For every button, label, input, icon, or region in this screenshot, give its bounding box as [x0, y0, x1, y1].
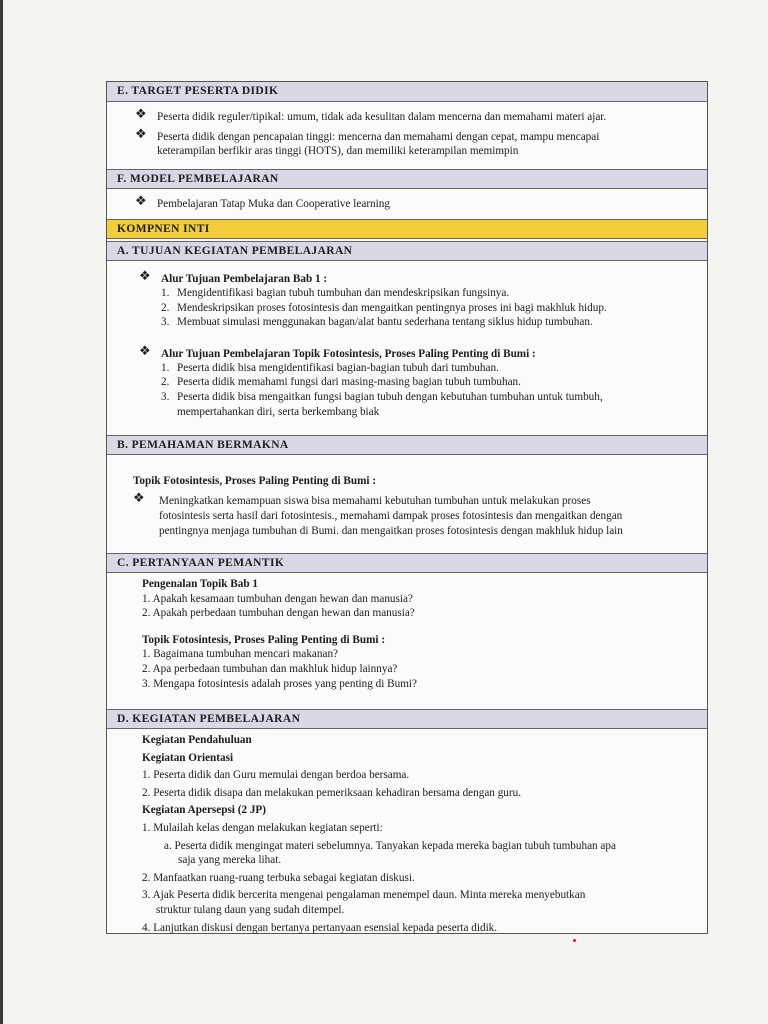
section-b-content — [107, 474, 707, 539]
diamond-bullet-icon: ❖ — [133, 491, 145, 506]
item-text: Membuat simulasi menggunakan bagan/alat bantu sederhana tentang siklus hidup tumbuhan. — [177, 316, 593, 329]
item-text: keterampilan berfikir aras tinggi (HOTS), dan memiliki keterampilan memimpin — [157, 145, 519, 157]
section-a-title: A. TUJUAN KEGIATAN PEMBELAJARAN — [117, 245, 353, 257]
kompnen-inti-title: KOMPNEN INTI — [117, 223, 210, 235]
list-item: 2. Mendeskripsikan proses fotosintesis dan mengaitkan pentingnya proses ini bagi makhluk hidup. — [161, 301, 607, 314]
bullet-item — [133, 491, 699, 539]
section-e-header — [107, 82, 707, 102]
group-title-text: Alur Tujuan Pembelajaran Topik Fotosintesis, Proses Paling Penting di Bumi : — [161, 347, 536, 360]
question-item: 3. Mengapa fotosintesis adalah proses yang penting di Bumi? — [142, 677, 417, 690]
item-text: mempertahankan diri, serta berkembang biak — [177, 405, 380, 418]
list-item: 1. Peserta didik bisa mengidentifikasi bagian-bagian tubuh dari tumbuhan. — [161, 361, 499, 374]
list-item: 1. Mengidentifikasi bagian tubuh tumbuhan dan mendeskripsikan fungsinya. — [161, 287, 510, 299]
diamond-bullet-icon: ❖ — [135, 107, 147, 122]
section-e-title: E. TARGET PESERTA DIDIK — [117, 85, 279, 97]
section-a-header — [107, 241, 707, 261]
diamond-bullet-icon: ❖ — [135, 127, 147, 142]
section-b-title: B. PEMAHAMAN BERMAKNA — [117, 439, 289, 451]
section-a-content — [107, 269, 707, 419]
section-e-content — [107, 107, 707, 158]
bullet-item-continued — [135, 144, 699, 158]
kompnen-inti-header — [107, 219, 707, 239]
item-text: pentingnya menjaga tumbuhan di Bumi. dan mengaitkan proses fotosintesis dengan makhluk hidup lain — [159, 525, 623, 537]
list-item: 2. Peserta didik disapa dan melakukan pemeriksaan kehadiran bersama dengan guru. — [142, 786, 521, 799]
question-item: 1. Apakah kesamaan tumbuhan dengan hewan dan manusia? — [142, 592, 413, 605]
section-d-header — [107, 709, 707, 729]
list-item: 4. Lanjutkan diskusi dengan bertanya pertanyaan esensial kepada peserta didik. — [142, 921, 498, 934]
group-title — [139, 343, 699, 361]
section-f-title: F. MODEL PEMBELAJARAN — [117, 173, 279, 185]
list-item-continued: struktur tulang daun yang sudah ditempel. — [156, 903, 345, 916]
scan-page-edge — [0, 0, 3, 1024]
subheading: Kegiatan Pendahuluan — [142, 734, 252, 746]
item-text: Mengidentifikasi bagian tubuh tumbuhan dan mendeskripsikan fungsinya. — [177, 287, 510, 299]
topic-title: Topik Fotosintesis, Proses Paling Penting di Bumi : — [133, 475, 377, 487]
section-b-header — [107, 435, 707, 455]
item-text: Peserta didik reguler/tipikal: umum, tidak ada kesulitan dalam mencerna dan memahami materi ajar. — [157, 111, 607, 123]
subheading: Kegiatan Apersepsi (2 JP) — [142, 804, 266, 817]
list-item: 1. Mulailah kelas dengan melakukan kegiatan seperti: — [142, 821, 383, 834]
bullet-item — [135, 194, 699, 211]
diamond-bullet-icon: ❖ — [139, 343, 151, 359]
section-f-content — [107, 194, 707, 211]
list-item: 1. Peserta didik dan Guru memulai dengan berdoa bersama. — [142, 769, 410, 782]
list-item: 3. Ajak Peserta didik bercerita mengenai pengalaman menempel daun. Minta mereka menyebutkan — [142, 889, 586, 902]
group-title: Topik Fotosintesis, Proses Paling Penting di Bumi : — [142, 633, 386, 646]
section-d-content — [107, 733, 707, 935]
item-text: Pembelajaran Tatap Muka dan Cooperative learning — [157, 198, 390, 210]
list-item: 3. Peserta didik bisa mengaitkan fungsi bagian tubuh dengan kebutuhan tumbuhan untuk tumbuh, — [161, 390, 603, 403]
section-c-content — [107, 577, 707, 691]
list-item: 2. Manfaatkan ruang-ruang terbuka sebagai kegiatan diskusi. — [142, 871, 415, 884]
question-item: 2. Apa perbedaan tumbuhan dan makhluk hidup lainnya? — [142, 662, 398, 675]
bullet-item — [135, 127, 699, 144]
group-title — [139, 269, 699, 286]
sub-list-item: a. Peserta didik mengingat materi sebelumnya. Tanyakan kepada mereka bagian tubuh tumbuhan apa — [164, 839, 616, 852]
item-text: Peserta didik dengan pencapaian tinggi: mencerna dan memahami dengan cepat, mampu mencapai — [157, 131, 600, 143]
section-c-header — [107, 553, 707, 573]
group1-list — [159, 286, 699, 330]
item-text: Peserta didik bisa mengidentifikasi bagian-bagian tubuh dari tumbuhan. — [177, 361, 499, 374]
group2-list — [159, 361, 699, 419]
lesson-plan-table — [106, 81, 708, 934]
group-title: Pengenalan Topik Bab 1 — [142, 578, 258, 590]
list-item-continued — [159, 405, 699, 420]
sub-list-item-continued: saja yang mereka lihat. — [178, 854, 282, 867]
item-text: Peserta didik memahami fungsi dari masing-masing bagian tubuh tumbuhan. — [177, 376, 521, 389]
bullet-item — [135, 107, 699, 124]
diamond-bullet-icon: ❖ — [135, 194, 147, 209]
section-d-title: D. KEGIATAN PEMBELAJARAN — [117, 713, 301, 725]
section-c-title: C. PERTANYAAN PEMANTIK — [117, 557, 285, 569]
item-text: Mendeskripsikan proses fotosintesis dan mengaitkan pentingnya proses ini bagi makhluk hidup. — [177, 301, 607, 314]
item-text: Peserta didik bisa mengaitkan fungsi bagian tubuh dengan kebutuhan tumbuhan untuk tumbuh, — [177, 390, 603, 403]
section-f-header — [107, 169, 707, 189]
scan-mark — [573, 939, 576, 942]
question-item: 1. Bagaimana tumbuhan mencari makanan? — [142, 648, 339, 661]
item-text: fotosintesis serta hasil dari fotosintesis., memahami dampak proses fotosintesis dan mengaitkan dengan — [159, 510, 623, 522]
subheading: Kegiatan Orientasi — [142, 751, 234, 764]
list-item: 3. Membuat simulasi menggunakan bagan/alat bantu sederhana tentang siklus hidup tumbuhan. — [161, 316, 593, 329]
item-text: Meningkatkan kemampuan siswa bisa memahami kebutuhan tumbuhan untuk melakukan proses — [159, 495, 591, 507]
diamond-bullet-icon: ❖ — [139, 269, 151, 284]
list-item: 2. Peserta didik memahami fungsi dari masing-masing bagian tubuh tumbuhan. — [161, 376, 521, 389]
question-item: 2. Apakah perbedaan tumbuhan dengan hewan dan manusia? — [142, 607, 415, 620]
group-title-text: Alur Tujuan Pembelajaran Bab 1 : — [161, 273, 328, 285]
